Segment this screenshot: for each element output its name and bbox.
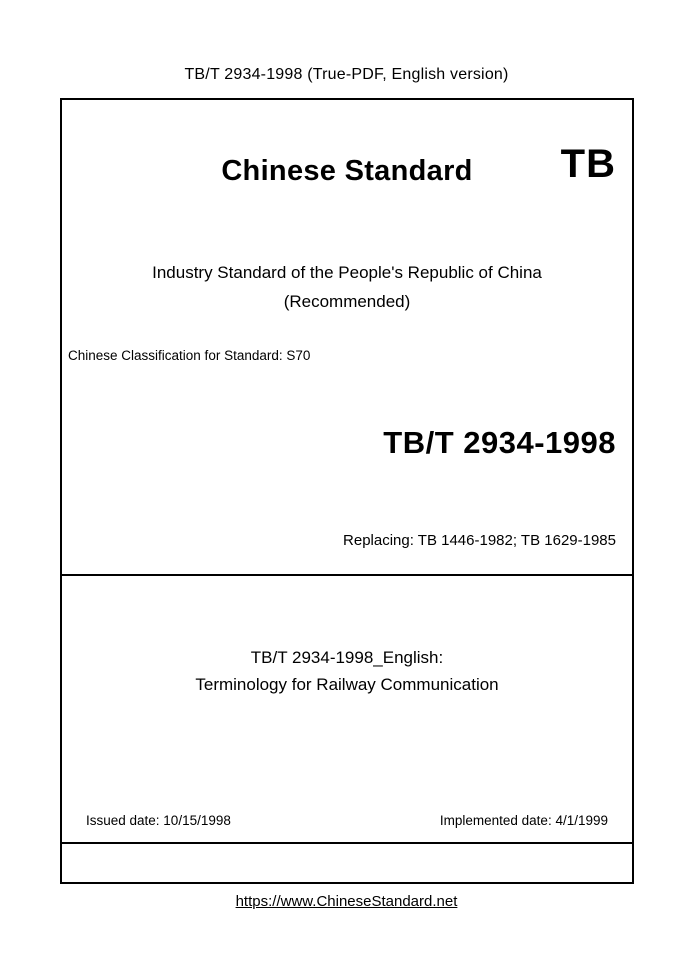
- tb-badge: TB: [560, 142, 616, 186]
- dates-row: [62, 813, 632, 828]
- industry-standard-line-1: Industry Standard of the People's Republic of China: [152, 263, 542, 282]
- english-title-block: [62, 644, 632, 698]
- english-title-line-2: Terminology for Railway Communication: [195, 675, 499, 694]
- cover-lower-section: [62, 576, 632, 844]
- replacing-line: Replacing: TB 1446-1982; TB 1629-1985: [343, 532, 616, 549]
- footer-url-text[interactable]: https://www.ChineseStandard.net: [235, 893, 458, 910]
- standard-title: Chinese Standard: [221, 155, 473, 187]
- issued-date: Issued date: 10/15/1998: [86, 813, 231, 828]
- implemented-date: Implemented date: 4/1/1999: [439, 813, 608, 828]
- footer-url-line[interactable]: [0, 893, 693, 910]
- industry-standard-lines: [62, 258, 632, 316]
- document-caption: TB/T 2934-1998 (True-PDF, English version): [184, 66, 509, 83]
- cover-bottom-bar: [62, 844, 632, 882]
- standard-number: TB/T 2934-1998: [383, 425, 616, 460]
- industry-standard-line-2: (Recommended): [283, 292, 411, 311]
- cover-upper-section: [62, 100, 632, 576]
- english-title-line-1: TB/T 2934-1998_English:: [250, 648, 444, 667]
- cover-frame: [60, 98, 634, 884]
- classification-line: Chinese Classification for Standard: S70: [68, 348, 311, 363]
